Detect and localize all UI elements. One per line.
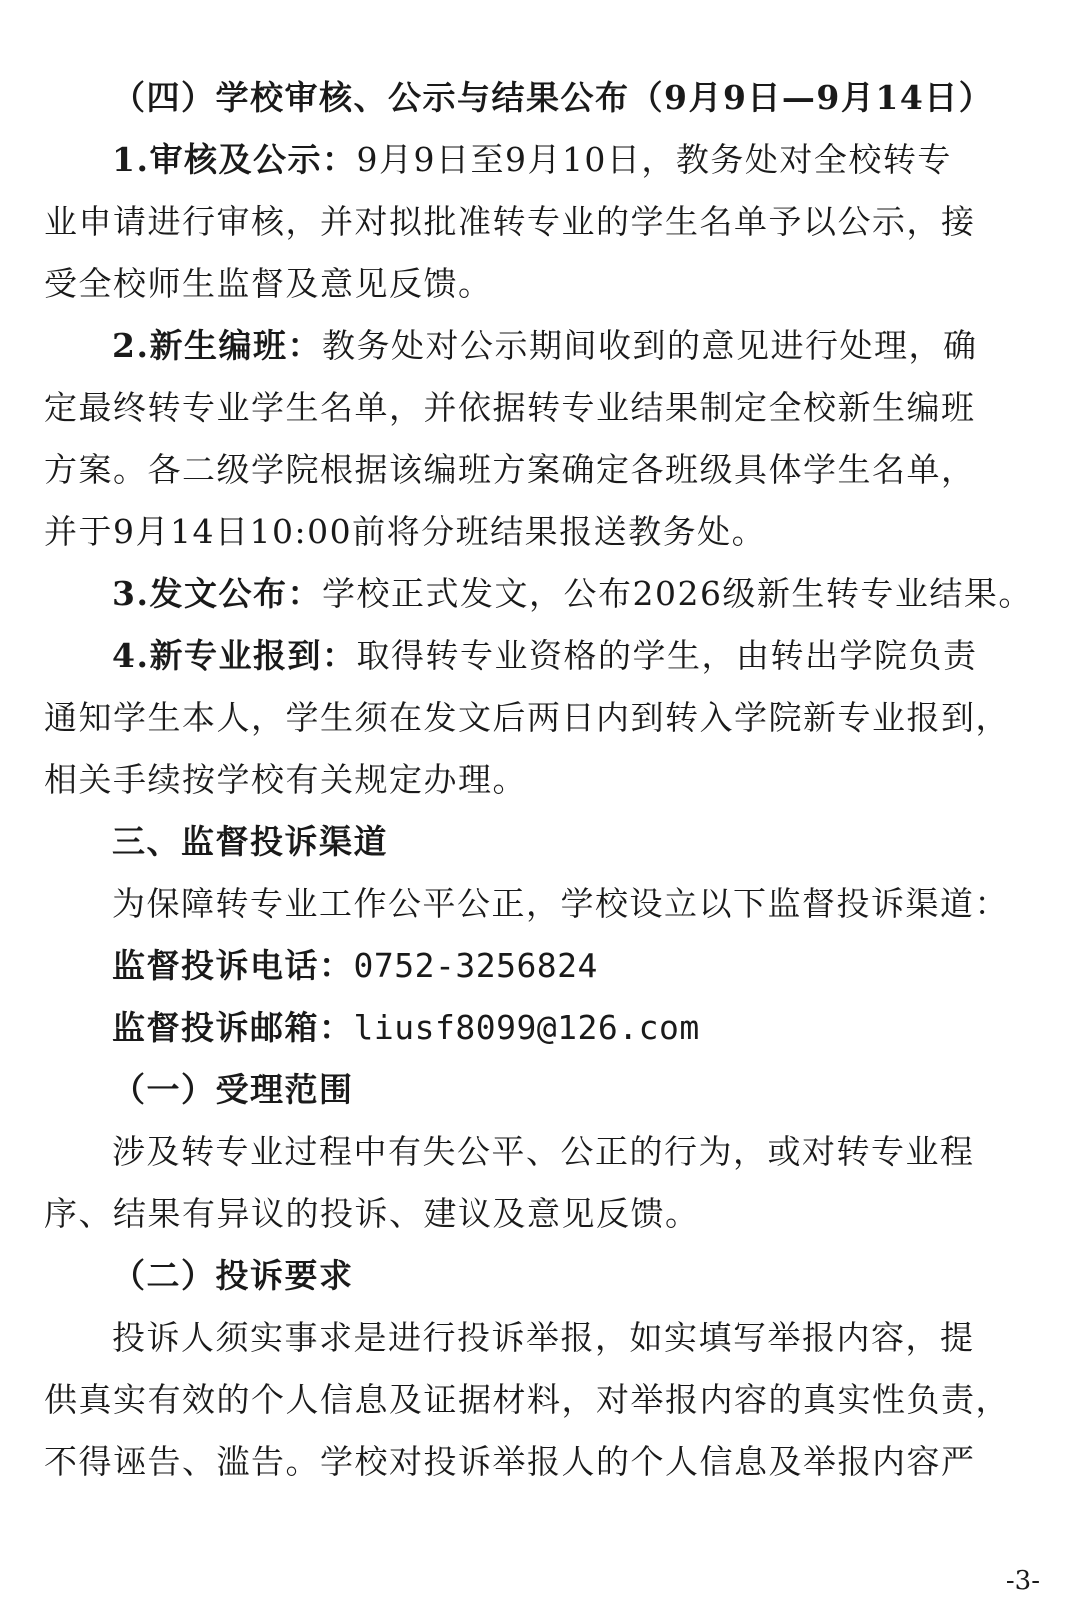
complaint-email-label: 监督投诉邮箱： [112,1008,354,1047]
item2-line4: 并于9月14日10:00前将分班结果报送教务处。 [44,512,767,551]
requirements-heading: （二）投诉要求 [112,1256,354,1295]
item1-line3: 受全校师生监督及意见反馈。 [44,264,493,303]
complaint-phone-label: 监督投诉电话： [112,946,354,985]
item4-line3: 相关手续按学校有关规定办理。 [44,760,527,799]
item1-line2: 业申请进行审核，并对拟批准转专业的学生名单予以公示，接 [44,202,976,241]
requirements-line1: 投诉人须实事求是进行投诉举报，如实填写举报内容，提 [112,1318,975,1357]
item2-text-1: 教务处对公示期间收到的意见进行处理，确 [321,326,978,365]
item3-line1 [112,574,1042,614]
section-heading-review-publicity: （四）学校审核、公示与结果公布（9月9日—9月14日） [112,78,994,117]
item2-label: 2.新生编班： [112,326,322,365]
scope-line1: 涉及转专业过程中有失公平、公正的行为，或对转专业程 [112,1132,975,1171]
scope-heading: （一）受理范围 [112,1070,354,1109]
item3-text-1: 学校正式发文，公布2026级新生转专业结果。 [321,574,1033,613]
requirements-line3: 不得诬告、滥告。学校对投诉举报人的个人信息及举报内容严 [44,1442,976,1481]
item1-line1 [112,140,1042,180]
page-number: -3- [1005,1566,1040,1596]
item1-label: 1.审核及公示： [112,140,357,179]
scope-line2: 序、结果有异议的投诉、建议及意见反馈。 [44,1194,700,1233]
complaint-email-value: liusf8099@126.com [353,1008,700,1047]
item4-label: 4.新专业报到： [112,636,357,675]
item2-line2: 定最终转专业学生名单，并依据转专业结果制定全校新生编班 [44,388,976,427]
complaint-phone-value: 0752-3256824 [353,946,598,985]
part3-heading: 三、监督投诉渠道 [112,822,388,861]
complaint-email-line [112,1008,1042,1048]
item2-line1 [112,326,1042,366]
part3-intro: 为保障转专业工作公平公正，学校设立以下监督投诉渠道： [112,884,1009,923]
item4-line2: 通知学生本人，学生须在发文后两日内到转入学院新专业报到， [44,698,1010,737]
item2-line3: 方案。各二级学院根据该编班方案确定各班级具体学生名单， [44,450,976,489]
item4-line1 [112,636,1042,676]
item1-text-1: 9月9日至9月10日，教务处对全校转专 [356,140,952,179]
complaint-phone-line [112,946,1042,986]
item3-label: 3.发文公布： [112,574,322,613]
requirements-line2: 供真实有效的个人信息及证据材料，对举报内容的真实性负责， [44,1380,1010,1419]
item4-text-1: 取得转专业资格的学生，由转出学院负责 [356,636,978,675]
